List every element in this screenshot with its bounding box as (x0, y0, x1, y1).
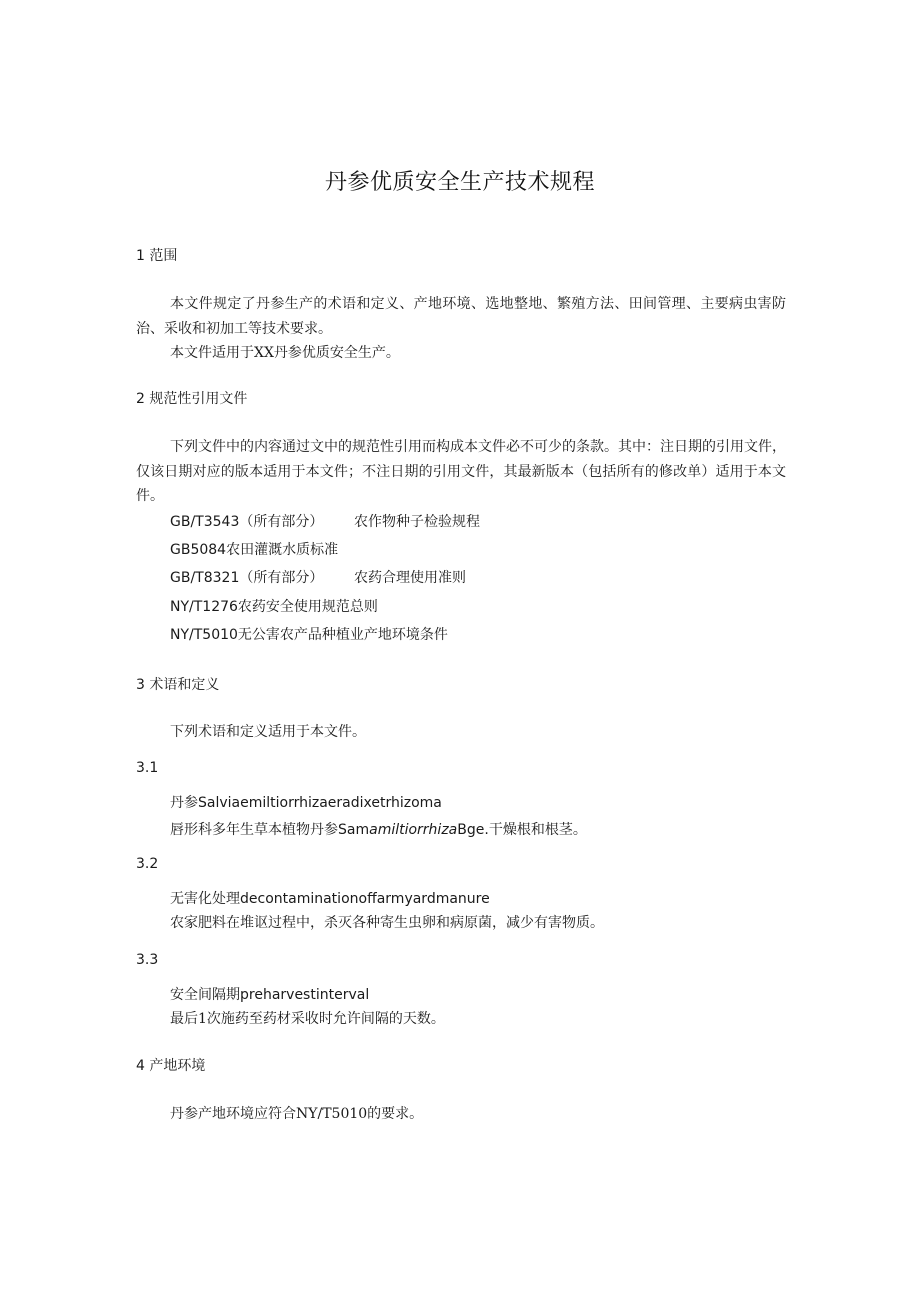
reference-name: 农药安全使用规范总则 (237, 599, 378, 615)
reference-item (170, 568, 466, 588)
scope-paragraph: 本文件规定了丹参生产的术语和定义、产地环境、选地整地、繁殖方法、田间管理、主要病虫害防治、采收和初加工等技术要求。 (136, 296, 786, 337)
reference-code: GB5084 (170, 542, 227, 558)
section-heading-environment: 4 产地环境 (136, 1058, 206, 1074)
terms-intro: 下列术语和定义适用于本文件。 (170, 724, 366, 740)
term-english: preharvestinterval (240, 987, 370, 1003)
term-number: 3.1 (136, 760, 159, 776)
term-english: decontaminationoffarmyardmanure (240, 891, 490, 907)
scope-applicability-paragraph: 本文件适用于XX丹参优质安全生产。 (170, 345, 400, 361)
term-title (170, 793, 442, 813)
section-heading-scope: 1 范围 (136, 248, 178, 264)
term-title (170, 985, 369, 1005)
latin-name-part: Sam (338, 822, 370, 838)
term-definition: 农家肥料在堆讴过程中，杀灭各种寄生虫卵和病原菌，减少有害物质。 (170, 915, 604, 931)
references-intro-paragraph: 下列文件中的内容通过文中的规范性引用而构成本文件必不可少的条款。其中：注日期的引用文件，仅该日期对应的版本适用于本文件；不注日期的引用文件，其最新版本（包括所有的修改单）适用于本文件。 (136, 439, 786, 504)
term-definition: 最后1次施药至药材采收时允许间隔的天数。 (170, 1011, 445, 1027)
reference-code: GB/T3543（所有部分） (170, 514, 324, 530)
reference-name: 农作物种子检验规程 (354, 514, 480, 530)
reference-name: 农田灌溉水质标准 (226, 542, 339, 558)
reference-item (170, 625, 448, 645)
reference-item (170, 597, 378, 617)
document-title: 丹参优质安全生产技术规程 (324, 170, 595, 195)
reference-code: GB/T8321（所有部分） (170, 570, 324, 586)
latin-name-italic: amiltiorrhiza (369, 822, 458, 838)
term-title (170, 889, 490, 909)
reference-code: NY/T1276 (170, 599, 238, 615)
term-number: 3.3 (136, 952, 159, 968)
term-number: 3.2 (136, 856, 159, 872)
section-heading-terms-definitions: 3 术语和定义 (136, 677, 220, 693)
definition-text: 干燥根和根茎。 (488, 822, 587, 838)
definition-text: 唇形科多年生草本植物丹参 (170, 822, 338, 838)
reference-item (170, 512, 480, 532)
term-chinese: 安全间隔期 (170, 987, 240, 1003)
reference-name: 农药合理使用准则 (354, 570, 466, 586)
term-chinese: 无害化处理 (170, 891, 240, 907)
latin-name-author: Bge. (457, 822, 489, 838)
reference-item (170, 540, 338, 560)
term-chinese: 丹参 (170, 795, 198, 811)
reference-code: NY/T5010 (170, 627, 238, 643)
term-definition (170, 820, 587, 840)
term-english: Salviaemiltiorrhizaeradixetrhizoma (198, 795, 442, 811)
environment-paragraph: 丹参产地环境应符合NY/T5010的要求。 (170, 1106, 424, 1122)
section-heading-normative-references: 2 规范性引用文件 (136, 391, 248, 407)
reference-name: 无公害农产品种植业产地环境条件 (237, 627, 448, 643)
